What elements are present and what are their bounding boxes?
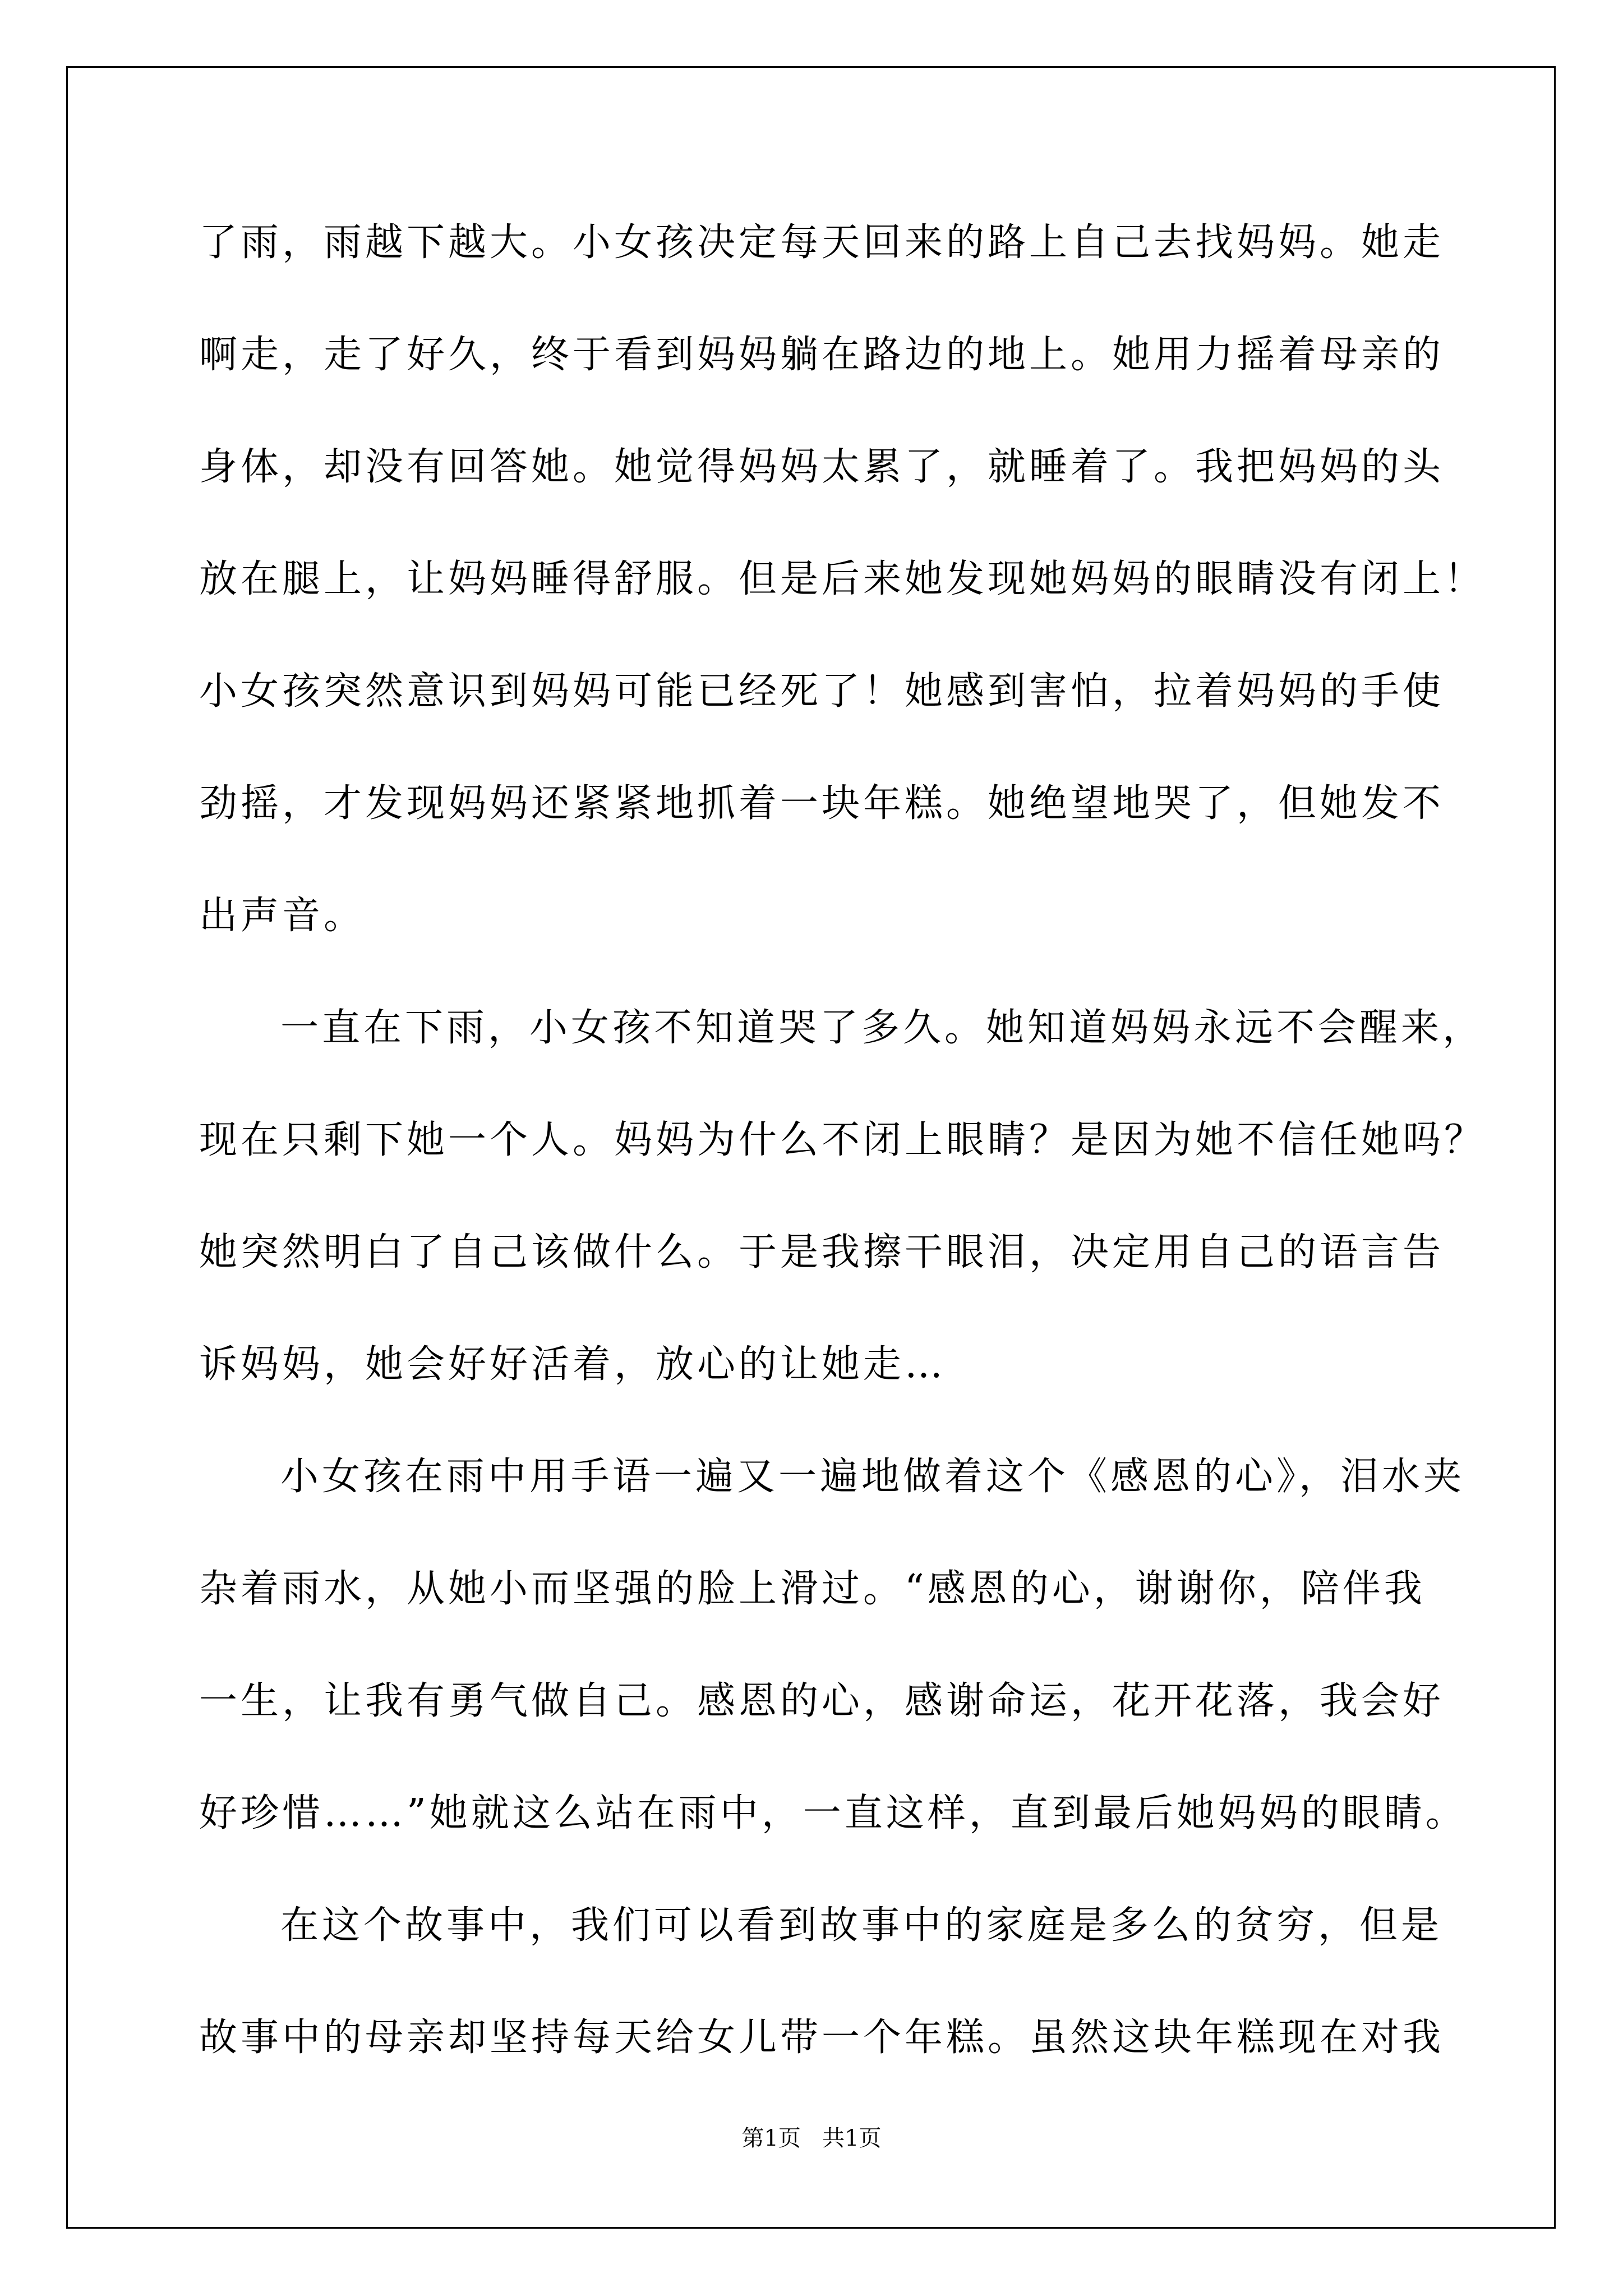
page-footer [0, 2120, 1623, 2152]
paragraph-first-line: 一直在下雨，小女孩不知道哭了多久。她知道妈妈永远不会醒来， [280, 1006, 1484, 1050]
text-line: 身体，却没有回答她。她觉得妈妈太累了，就睡着了。我把妈妈的头 [199, 445, 1445, 489]
text-line: 小女孩突然意识到妈妈可能已经死了！她感到害怕，拉着妈妈的手使 [199, 669, 1445, 714]
text-line: 现在只剩下她一个人。妈妈为什么不闭上眼睛？是因为她不信任她吗？ [199, 1118, 1486, 1162]
text-line: 杂着雨水，从她小而坚强的脸上滑过。“感恩的心，谢谢你，陪伴我 [199, 1567, 1426, 1611]
text-line: 了雨，雨越下越大。小女孩决定每天回来的路上自己去找妈妈。她走 [199, 220, 1445, 265]
text-line: 诉妈妈，她会好好活着，放心的让她走… [199, 1342, 947, 1387]
paragraph-first-line: 在这个故事中，我们可以看到故事中的家庭是多么的贫穷，但是 [280, 1903, 1443, 1948]
page-number: 第1页 [741, 2125, 801, 2151]
text-line: 她突然明白了自己该做什么。于是我擦干眼泪，决定用自己的语言告 [199, 1230, 1445, 1274]
paragraph-first-line: 小女孩在雨中用手语一遍又一遍地做着这个《感恩的心》，泪水夹 [280, 1455, 1465, 1499]
text-line: 啊走，走了好久，终于看到妈妈躺在路边的地上。她用力摇着母亲的 [199, 333, 1445, 377]
text-line: 好珍惜……”她就这么站在雨中，一直这样，直到最后她妈妈的眼睛。 [199, 1791, 1467, 1835]
page-total: 共1页 [822, 2125, 882, 2151]
text-line: 故事中的母亲却坚持每天给女儿带一个年糕。虽然这块年糕现在对我 [199, 2016, 1445, 2060]
text-line: 劲摇，才发现妈妈还紧紧地抓着一块年糕。她绝望地哭了，但她发不 [199, 781, 1445, 826]
text-line: 出声音。 [199, 894, 366, 938]
text-line: 一生，让我有勇气做自己。感恩的心，感谢命运，花开花落，我会好 [199, 1679, 1445, 1723]
text-line: 放在腿上，让妈妈睡得舒服。但是后来她发现她妈妈的眼睛没有闭上！ [199, 557, 1486, 601]
